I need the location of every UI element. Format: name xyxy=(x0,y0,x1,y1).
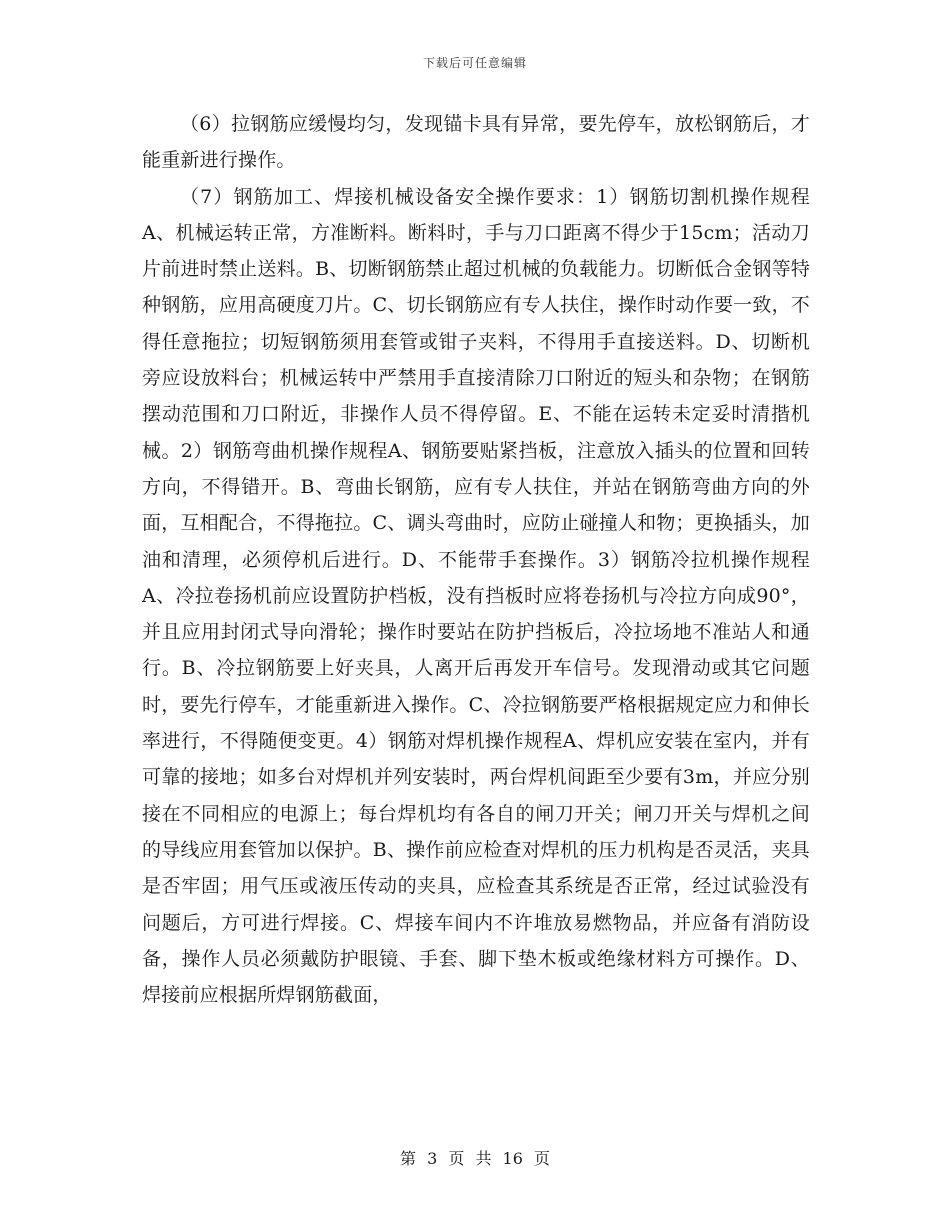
paragraph-item-6: （6）拉钢筋应缓慢均匀，发现锚卡具有异常，要先停车，放松钢筋后，才能重新进行操作。 xyxy=(142,113,810,172)
page-number: 第 3 页 共 16 页 xyxy=(400,1149,550,1168)
page-footer xyxy=(0,1146,950,1169)
page-header xyxy=(0,54,950,71)
header-note: 下载后可任意编辑 xyxy=(422,56,527,70)
paragraph-item-7: （7）钢筋加工、焊接机械设备安全操作要求：1）钢筋切割机操作规程A、机械运转正常，方准断料。断料时，手与刀口距离不得少于15cm；活动刀片前进时禁止送料。B、切断钢筋禁止超过机械的负载能力。切断低合金钢等特种钢筋，应用高硬度刀片。C、切长钢筋应有专人扶住，操作时动作要一致，不得任意拖拉；切短钢筋须用套管或钳子夹料，不得用手直接送料。D、切断机旁应设放料台；机械运转中严禁用手直接清除刀口附近的短头和杂物；在钢筋摆动范围和刀口附近，非操作人员不得停留。E、不能在运转未定妥时清揩机械。2）钢筋弯曲机操作规程A、钢筋要贴紧挡板，注意放入插头的位置和回转方向，不得错开。B、弯曲长钢筋，应有专人扶住，并站在钢筋弯曲方向的外面，互相配合，不得拖拉。C、调头弯曲时，应防止碰撞人和物；更换插头，加油和清理，必须停机后进行。D、不能带手套操作。3）钢筋冷拉机操作规程A、冷拉卷扬机前应设置防护档板，没有挡板时应将卷扬机与冷拉方向成90°，并且应用封闭式导向滑轮；操作时要站在防护挡板后，冷拉场地不准站人和通行。B、冷拉钢筋要上好夹具，人离开后再发开车信号。发现滑动或其它问题时，要先行停车，才能重新进入操作。C、冷拉钢筋要严格根据规定应力和伸长率进行，不得随便变更。4）钢筋对焊机操作规程A、焊机应安装在室内，并有可靠的接地；如多台对焊机并列安装时，两台焊机间距至少要有3m，并应分别接在不同相应的电源上；每台焊机均有各自的闸刀开关；闸刀开关与焊机之间的导线应用套管加以保护。B、操作前应检查对焊机的压力机构是否灵活，夹具是否牢固；用气压或液压传动的夹具，应检查其系统是否正常，经过试验没有问题后，方可进行焊接。C、焊接车间内不许堆放易燃物品，并应备有消防设备，操作人员必须戴防护眼镜、手套、脚下垫木板或绝缘材料方可操作。D、焊接前应根据所焊钢筋截面， xyxy=(142,185,810,1007)
document-body xyxy=(142,106,810,1013)
